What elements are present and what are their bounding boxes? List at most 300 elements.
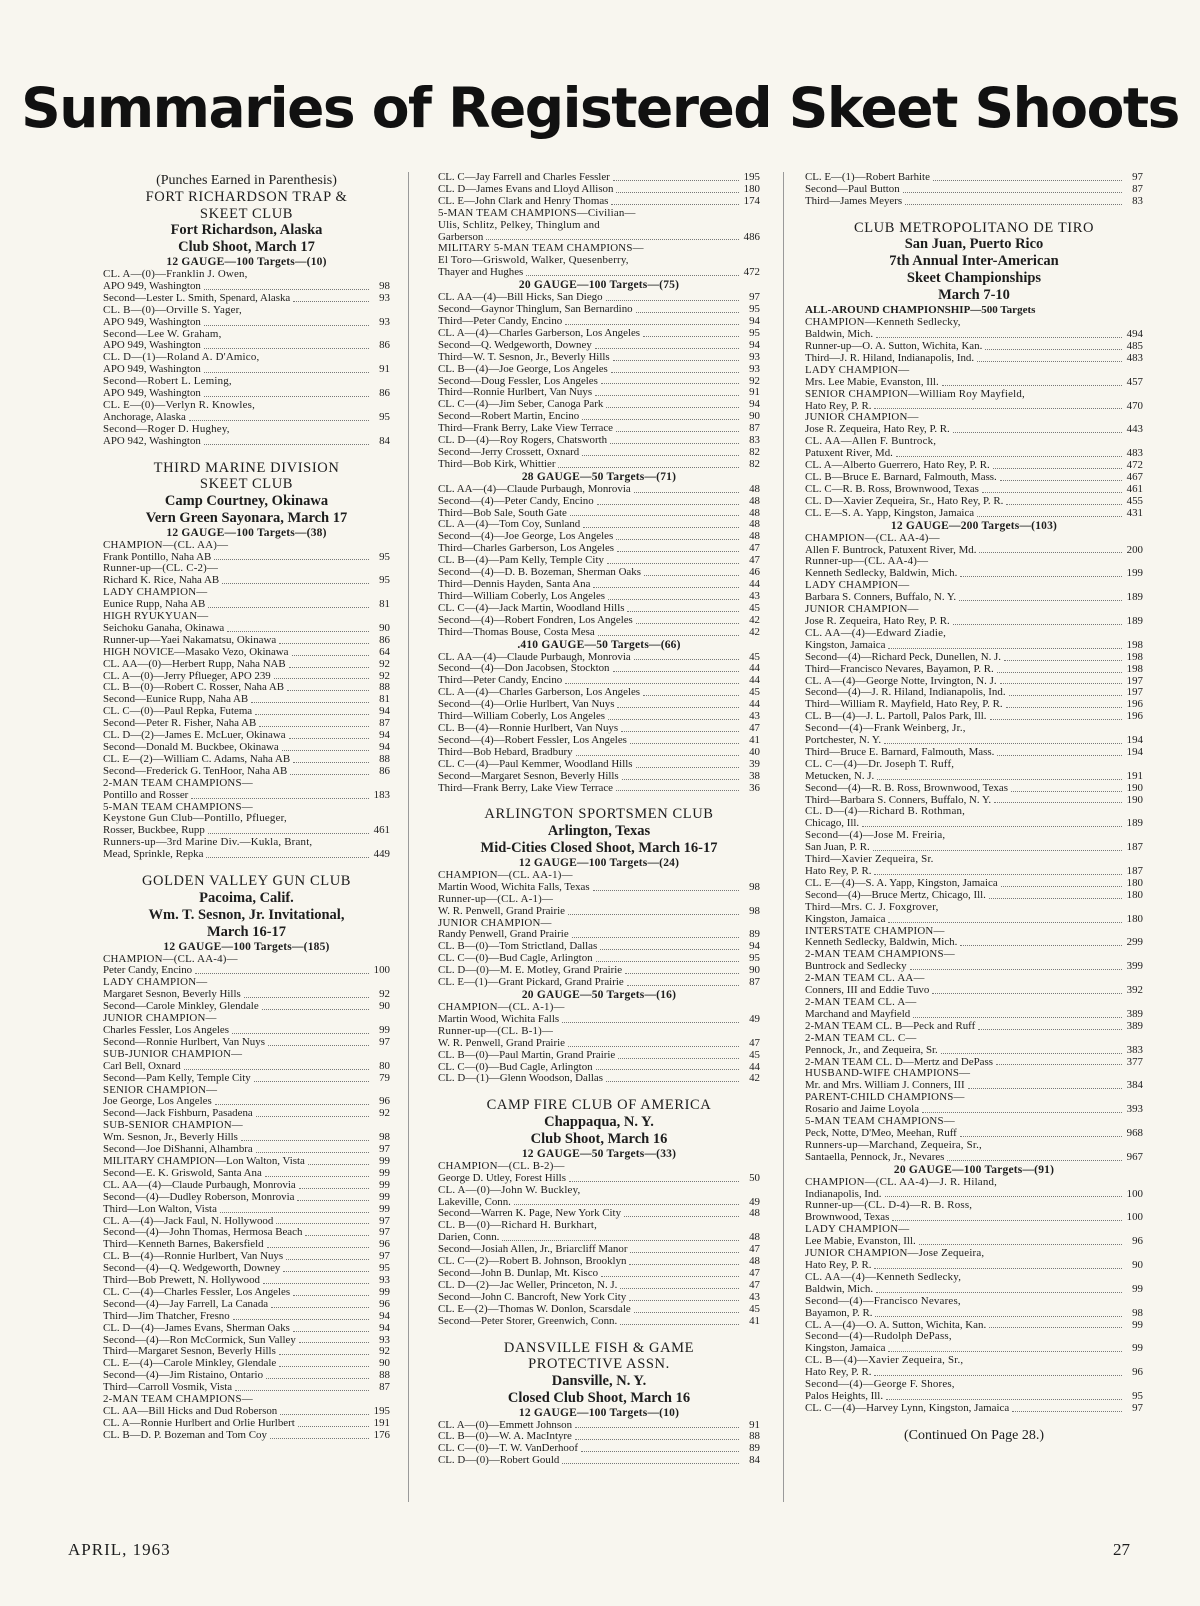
dot-leader: [989, 1327, 1122, 1328]
dot-leader: [262, 1009, 369, 1010]
result-row: [805, 1045, 1143, 1057]
dot-leader: [617, 707, 739, 708]
result-name: Peter Candy, Encino: [103, 965, 193, 977]
result-row: [438, 1431, 760, 1443]
result-name: Second—(4)—Dudley Roberson, Monrovia: [103, 1191, 295, 1203]
result-score: 44: [749, 663, 760, 675]
gauge-heading: 12 GAUGE—100 Targets—(10): [166, 256, 327, 268]
dot-leader: [208, 833, 369, 834]
result-name: APO 949, Washington: [103, 280, 201, 292]
result-score: 38: [749, 770, 760, 782]
result-row: [103, 1251, 390, 1263]
dot-leader: [862, 826, 1122, 827]
result-row: [438, 603, 760, 615]
result-row: [438, 1292, 760, 1304]
result-score: 97: [379, 1144, 390, 1156]
result-row: [438, 723, 760, 735]
result-score: 196: [1126, 699, 1143, 711]
dot-leader: [299, 1188, 369, 1189]
result-score: 90: [749, 965, 760, 977]
result-row: [805, 184, 1143, 196]
result-name: CL. C—(4)—Paul Kemmer, Woodland Hills: [438, 758, 633, 770]
entry-line: Runners-up—3rd Marine Div.—Kukla, Brant,: [103, 837, 313, 849]
result-score: 377: [1126, 1056, 1143, 1068]
result-name: Richard K. Rice, Naha AB: [103, 575, 220, 587]
result-row: [438, 423, 760, 435]
dot-leader: [600, 949, 739, 950]
result-row: [805, 818, 1143, 830]
result-score: 93: [379, 292, 390, 304]
entry-line: Runner-up—(CL. A-1)—: [438, 893, 554, 905]
location: Arlington, Texas: [547, 822, 651, 839]
result-name: CL. B—(0)—Robert C. Rosser, Naha AB: [103, 682, 285, 694]
entry-line: Second—Robert L. Leming,: [103, 376, 232, 388]
result-row: [438, 941, 760, 953]
dot-leader: [989, 898, 1122, 899]
result-name: Bayamon, P. R.: [805, 1307, 873, 1319]
result-row: [438, 411, 760, 423]
result-score: 45: [749, 1049, 760, 1061]
result-score: 46: [749, 567, 760, 579]
result-row: [805, 460, 1143, 472]
dot-leader: [627, 985, 739, 986]
result-score: 87: [1132, 183, 1143, 195]
dot-leader: [977, 361, 1122, 362]
gauge-heading: .410 GAUGE—50 Targets—(66): [517, 638, 681, 651]
dot-leader: [526, 275, 739, 276]
result-score: 486: [743, 231, 760, 243]
result-score: 100: [1126, 1188, 1143, 1200]
result-row: [805, 1236, 1143, 1248]
dot-leader: [576, 755, 739, 756]
dot-leader: [959, 600, 1122, 601]
result-row: [103, 1311, 390, 1323]
dot-leader: [575, 1439, 739, 1440]
result-score: 39: [749, 758, 760, 770]
result-row: [438, 953, 760, 965]
dot-leader: [634, 492, 739, 493]
result-row: [438, 304, 760, 316]
result-row: [438, 387, 760, 399]
result-score: 47: [749, 1279, 760, 1291]
dot-leader: [884, 743, 1122, 744]
result-name: Santaella, Pennock, Jr., Nevares: [805, 1151, 945, 1163]
result-name: Third—William R. Mayfield, Hato Rey, P. R.: [805, 699, 1003, 711]
result-score: 44: [749, 579, 760, 590]
result-score: 90: [379, 1358, 390, 1370]
result-name: CL. C—(0)—Bud Cagle, Arlington: [438, 1061, 593, 1073]
event-title: Club Shoot, March 17: [178, 239, 315, 255]
dot-leader: [189, 420, 369, 421]
event-title: Skeet Championships: [906, 270, 1042, 287]
dot-leader: [643, 336, 739, 337]
dot-leader: [1001, 886, 1122, 887]
dot-leader: [562, 1463, 739, 1464]
result-score: 80: [379, 1060, 390, 1072]
club-name: PROTECTIVE ASSN.: [528, 1356, 670, 1372]
result-name: CL. AA—(4)—Claude Purbaugh, Monrovia: [103, 1179, 296, 1191]
entry-line: Second—(4)—Rudolph DePass,: [805, 1331, 952, 1343]
result-row: [438, 1244, 760, 1256]
result-name: CL. AA—(4)—Claude Purbaugh, Monrovia: [438, 651, 631, 663]
result-score: 96: [379, 1298, 390, 1310]
result-row: [103, 849, 390, 861]
section-gap: [103, 861, 390, 873]
result-score: 97: [1132, 172, 1143, 183]
result-row: [805, 795, 1143, 807]
result-score: 189: [1126, 615, 1143, 627]
result-name: Second—(4)—Robert Fondren, Los Angeles: [438, 614, 633, 626]
result-row: [103, 1216, 390, 1228]
result-row: [805, 771, 1143, 783]
result-score: 88: [379, 1370, 390, 1382]
result-score: 97: [379, 1251, 390, 1263]
result-name: Second—(4)—Don Jacobsen, Stockton: [438, 663, 610, 675]
dot-leader: [625, 973, 739, 974]
result-name: CL. D—(2)—James E. McLuer, Okinawa: [103, 730, 286, 742]
dot-leader: [888, 1351, 1122, 1352]
entry-line: SUB-JUNIOR CHAMPION—: [103, 1048, 243, 1060]
dot-leader: [279, 1354, 369, 1355]
result-name: Hato Rey, P. R.: [805, 1367, 872, 1379]
result-row: [103, 1430, 390, 1442]
entry-line: LADY CHAMPION—: [805, 364, 910, 376]
result-row: [438, 652, 760, 664]
dot-leader: [502, 1240, 739, 1241]
result-score: 97: [379, 1036, 390, 1048]
result-name: Thayer and Hughes: [438, 267, 524, 279]
result-name: Second—Peter Storer, Greenwich, Conn.: [438, 1315, 618, 1327]
result-name: Second—Doug Fessler, Los Angeles: [438, 375, 598, 387]
result-score: 97: [749, 292, 760, 304]
entry-line: JUNIOR CHAMPION—: [805, 604, 919, 616]
page-title: Summaries of Registered Skeet Shoots: [21, 76, 1179, 140]
result-name: CL. C—(0)—Bud Cagle, Arlington: [438, 953, 593, 965]
result-score: 96: [1132, 1367, 1143, 1379]
result-name: CL. E—(1)—Grant Pickard, Grand Prairie: [438, 977, 624, 989]
entry-line: Ulis, Schlitz, Pelkey, Thinglum and: [438, 219, 600, 231]
dot-leader: [204, 325, 369, 326]
dot-leader: [254, 1081, 369, 1082]
result-name: CL. A—(4)—Charles Garberson, Los Angeles: [438, 327, 641, 339]
dot-leader: [997, 755, 1122, 756]
dot-leader: [582, 419, 739, 420]
result-score: 86: [379, 388, 390, 400]
dot-leader: [267, 1247, 369, 1248]
dot-leader: [289, 738, 369, 739]
result-score: 45: [749, 687, 760, 699]
dot-leader: [888, 922, 1122, 923]
result-row: [438, 675, 760, 687]
result-name: Jose R. Zequeira, Hato Rey, P. R.: [805, 615, 950, 627]
result-name: Second—Jack Fishburn, Pasadena: [103, 1108, 253, 1120]
result-score: 42: [749, 626, 760, 638]
result-row: [438, 1014, 760, 1026]
column-3: [805, 172, 1143, 1512]
result-score: 443: [1126, 424, 1143, 436]
entry-line: LADY CHAMPION—: [103, 977, 208, 989]
result-row: [103, 1275, 390, 1287]
result-score: 198: [1126, 639, 1143, 651]
entry-line: JUNIOR CHAMPION—: [438, 917, 552, 929]
result-score: 90: [1132, 1260, 1143, 1271]
result-row: [805, 616, 1143, 628]
result-name: CL. B—D. P. Bozeman and Tom Coy: [103, 1429, 267, 1441]
location: Pacoima, Calif.: [199, 889, 294, 906]
dot-leader: [621, 731, 739, 732]
section-gap: [438, 1328, 760, 1340]
result-name: Martin Wood, Wichita Falls: [438, 1013, 560, 1025]
location: Camp Courtney, Okinawa: [164, 492, 329, 509]
result-name: Baldwin, Mich.: [805, 1283, 874, 1295]
result-row: [438, 196, 760, 208]
result-row: [438, 1256, 760, 1268]
result-row: [103, 671, 390, 683]
result-score: 100: [1126, 1212, 1143, 1224]
result-name: San Juan, P. R.: [805, 842, 870, 854]
entry-line: Second—(4)—George F. Shores,: [805, 1379, 955, 1391]
result-name: Third—Lon Walton, Vista: [103, 1203, 217, 1215]
dot-leader: [215, 1104, 369, 1105]
result-score: 176: [373, 1429, 390, 1441]
club-name: CLUB METROPOLITANO DE TIRO: [853, 219, 1095, 236]
dot-leader: [583, 527, 739, 528]
dot-leader: [598, 635, 739, 636]
result-name: Third—Bob Prewett, N. Hollywood: [103, 1275, 260, 1287]
result-name: CL. C—(0)—T. W. VanDerhoof: [438, 1443, 578, 1455]
result-score: 94: [749, 315, 760, 327]
result-score: 89: [749, 929, 760, 941]
result-name: APO 949, Washington: [103, 340, 201, 352]
result-name: Second—(4)—Q. Wedgeworth, Downey: [103, 1263, 281, 1275]
result-row: [103, 1370, 390, 1382]
dot-leader: [1011, 791, 1122, 792]
result-score: 45: [749, 651, 760, 663]
section-gap: [805, 208, 1143, 220]
dot-leader: [886, 1399, 1122, 1400]
result-score: 461: [373, 825, 390, 837]
result-name: CL. B—(0)—Paul Martin, Grand Prairie: [438, 1049, 616, 1061]
dot-leader: [606, 407, 739, 408]
entry-line: Third—Xavier Zequeira, Sr.: [805, 854, 934, 866]
result-name: Second—(4)—D. B. Bozeman, Sherman Oaks: [438, 567, 641, 579]
result-name: Third—Kenneth Barnes, Bakersfield: [103, 1239, 264, 1251]
result-name: Frank Pontillo, Naha AB: [103, 551, 212, 563]
result-row: [103, 1144, 390, 1156]
result-score: 457: [1126, 376, 1143, 388]
result-name: W. R. Penwell, Grand Prairie: [438, 1037, 565, 1049]
result-row: [438, 699, 760, 711]
result-score: 198: [1126, 663, 1143, 675]
result-row: [103, 340, 390, 352]
dot-leader: [960, 1136, 1122, 1137]
result-score: 180: [743, 183, 760, 195]
location: Fort Richardson, Alaska: [170, 222, 323, 238]
result-score: 82: [749, 446, 760, 458]
result-name: CL. B—(4)—Joe George, Los Angeles: [438, 363, 608, 375]
result-row: [103, 317, 390, 329]
result-name: Baldwin, Mich.: [805, 329, 874, 341]
result-name: Third—Margaret Sesnon, Beverly Hills: [103, 1346, 276, 1358]
dot-leader: [903, 192, 1122, 193]
result-name: Third—W. T. Sesnon, Jr., Beverly Hills: [438, 351, 610, 363]
result-row: [103, 635, 390, 647]
dot-leader: [617, 551, 739, 552]
result-name: CL. A—(4)—Charles Garberson, Los Angeles: [438, 687, 641, 699]
result-name: Third—William Coberly, Los Angeles: [438, 590, 606, 602]
club-name: DANSVILLE FISH & GAME: [503, 1339, 695, 1356]
result-row: [438, 172, 760, 184]
dot-leader: [233, 1319, 369, 1320]
result-row: [805, 1403, 1143, 1415]
result-name: W. R. Penwell, Grand Prairie: [438, 905, 565, 917]
result-row: [438, 771, 760, 783]
dot-leader: [985, 349, 1122, 350]
entry-line: CHAMPION—(CL. AA)—: [103, 539, 229, 551]
result-row: [805, 711, 1143, 723]
result-score: 97: [1132, 1402, 1143, 1414]
result-name: Lakeville, Conn.: [438, 1196, 511, 1208]
result-score: 83: [1132, 195, 1143, 207]
result-score: 45: [749, 602, 760, 614]
result-score: 449: [373, 849, 390, 861]
entry-line: HUSBAND-WIFE CHAMPIONS—: [805, 1068, 971, 1080]
result-score: 87: [749, 977, 760, 989]
result-name: Second—(4)—J. R. Hiland, Indianapolis, Ind.: [805, 687, 1006, 699]
result-score: 96: [379, 1239, 390, 1251]
dot-leader: [624, 1216, 739, 1217]
result-score: 47: [749, 543, 760, 555]
result-row: [438, 906, 760, 918]
result-name: CL. C—(0)—Paul Repka, Futema: [103, 706, 253, 718]
section-heading: ALL-AROUND CHAMPIONSHIP—500 Targets: [805, 304, 1036, 317]
dot-leader: [630, 743, 739, 744]
result-row: [805, 1189, 1143, 1201]
result-name: CL. A—(4)—O. A. Sutton, Wichita, Kan.: [805, 1319, 987, 1331]
result-score: 194: [1126, 735, 1143, 747]
entry-line: LADY CHAMPION—: [103, 587, 208, 599]
result-score: 393: [1126, 1104, 1143, 1116]
entry-line: SUB-SENIOR CHAMPION—: [103, 1120, 243, 1132]
club-name: ARLINGTON SPORTSMEN CLUB: [484, 806, 714, 823]
gauge-heading: 20 GAUGE—100 Targets—(91): [893, 1163, 1055, 1176]
result-score: 42: [749, 614, 760, 626]
result-row: [805, 640, 1143, 652]
result-row: [438, 1443, 760, 1455]
result-score: 48: [749, 483, 760, 495]
result-name: Third—James Meyers: [805, 195, 903, 207]
dot-leader: [595, 348, 739, 349]
entry-line: 2-MAN TEAM CL. AA—: [805, 973, 925, 985]
dot-leader: [1009, 695, 1122, 696]
dot-leader: [953, 432, 1122, 433]
result-row: [805, 985, 1143, 997]
result-row: [805, 1009, 1143, 1021]
dot-leader: [581, 1451, 739, 1452]
result-score: 96: [379, 1096, 390, 1108]
dot-leader: [204, 444, 369, 445]
result-score: 392: [1126, 985, 1143, 997]
result-name: Runner-up—O. A. Sutton, Wichita, Kan.: [805, 341, 983, 353]
result-score: 41: [749, 1315, 760, 1327]
dot-leader: [292, 655, 369, 656]
result-score: 88: [379, 753, 390, 765]
dot-leader: [270, 1438, 369, 1439]
result-score: 389: [1126, 1020, 1143, 1032]
dot-leader: [932, 993, 1122, 994]
result-row: [438, 1073, 760, 1085]
result-row: [805, 961, 1143, 973]
entry-line: MILITARY 5-MAN TEAM CHAMPIONS—: [438, 243, 644, 255]
result-row: [805, 592, 1143, 604]
event-title: Club Shoot, March 16: [530, 1130, 668, 1147]
dot-leader: [616, 790, 739, 791]
result-name: Third—Bob Sale, South Gate: [438, 507, 567, 519]
result-score: 196: [1126, 711, 1143, 723]
entry-line: CHAMPION—(CL. AA-4)—: [805, 532, 940, 544]
result-name: CL. B—Bruce E. Barnard, Falmouth, Mass.: [805, 472, 997, 483]
result-name: APO 949, Washington: [103, 388, 201, 400]
result-name: Runner-up—Yaei Nakamatsu, Okinawa: [103, 634, 277, 646]
result-score: 96: [1132, 1236, 1143, 1248]
entry-line: CL. B—(4)—Xavier Zequeira, Sr.,: [805, 1355, 964, 1367]
result-row: [438, 929, 760, 941]
result-name: Second—Peter R. Fisher, Naha AB: [103, 718, 257, 730]
entry-line: Runner-up—(CL. D-4)—R. B. Ross,: [805, 1200, 973, 1212]
result-name: CL. B—(4)—Ronnie Hurlbert, Van Nuys: [103, 1251, 284, 1263]
result-name: Third—Jim Thatcher, Fresno: [103, 1310, 230, 1322]
dot-leader: [616, 539, 739, 540]
club-name: CAMP FIRE CLUB OF AMERICA: [486, 1097, 712, 1114]
result-name: CL. C—Jay Farrell and Charles Fessler: [438, 172, 610, 183]
result-row: [438, 759, 760, 771]
result-score: 189: [1126, 592, 1143, 604]
result-name: Mr. and Mrs. William J. Conners, III: [805, 1080, 965, 1092]
result-row: [103, 1406, 390, 1418]
result-score: 191: [1126, 770, 1143, 782]
result-name: Allen F. Buntrock, Patuxent River, Md.: [805, 544, 977, 556]
dot-leader: [568, 1046, 739, 1047]
entry-line: Runner-up—(CL. B-1)—: [438, 1025, 554, 1037]
dot-leader: [274, 678, 369, 679]
result-row: [805, 1320, 1143, 1332]
entry-line: 2-MAN TEAM CL. A—: [805, 996, 917, 1008]
result-row: [438, 399, 760, 411]
result-row: [103, 1418, 390, 1430]
result-row: [805, 1260, 1143, 1272]
dot-leader: [618, 1058, 739, 1059]
dot-leader: [514, 1204, 739, 1205]
result-row: [438, 735, 760, 747]
dot-leader: [1006, 504, 1122, 505]
result-score: 84: [749, 1455, 760, 1467]
result-score: 47: [749, 722, 760, 734]
result-row: [103, 1287, 390, 1299]
entry-line: HIGH RYUKYUAN—: [103, 611, 209, 623]
result-row: [103, 1299, 390, 1311]
result-name: CL. A—(4)—George Notte, Irvington, N. J.: [805, 675, 997, 687]
result-score: 82: [749, 458, 760, 470]
dot-leader: [606, 1081, 739, 1082]
event-title: Closed Club Shoot, March 16: [507, 1389, 691, 1406]
dot-leader: [293, 1331, 369, 1332]
result-row: [438, 687, 760, 699]
result-score: 461: [1126, 483, 1143, 495]
dot-leader: [643, 695, 739, 696]
entry-line: CL. E—(0)—Verlyn R. Knowles,: [103, 399, 256, 411]
result-score: 485: [1126, 341, 1143, 353]
entry-line: Third—Mrs. C. J. Foxgrover,: [805, 901, 939, 913]
